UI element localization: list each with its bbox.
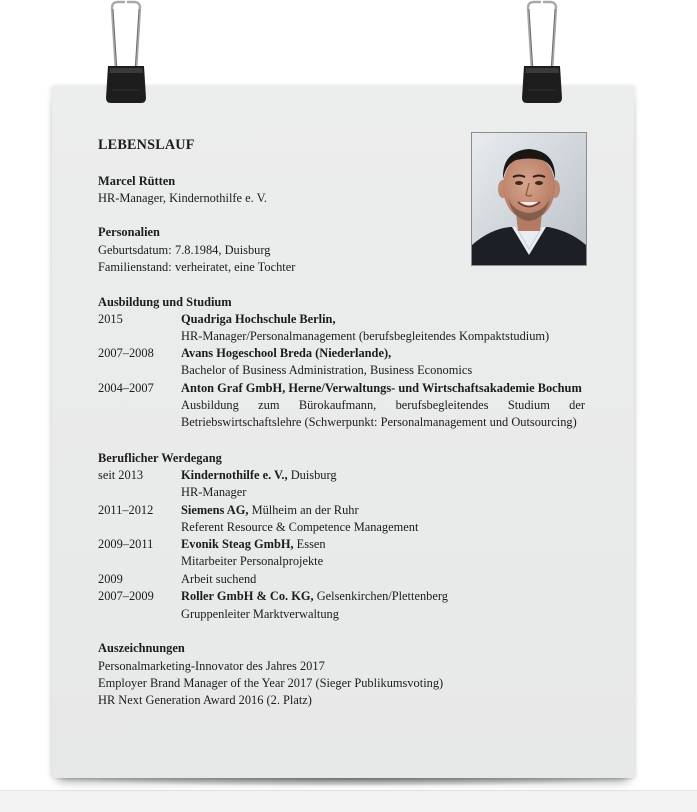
education-details: Ausbildung zum Bürokaufmann, berufsbegleitendes Studium der Betriebswirtschaftslehre (Schwerpunkt: Personalmanagement und Outsourcing) bbox=[181, 398, 585, 430]
personalien-label: Geburtsdatum: bbox=[98, 243, 172, 257]
personalien-row bbox=[98, 242, 593, 259]
career-location: Arbeit suchend bbox=[181, 572, 257, 586]
award-item: Personalmarketing-Innovator des Jahres 2017 bbox=[98, 659, 325, 673]
personalien-value: 7.8.1984, Duisburg bbox=[175, 243, 271, 257]
education-institution: Avans Hogeschool Breda (Niederlande), bbox=[181, 346, 392, 360]
education-institution: Quadriga Hochschule Berlin, bbox=[181, 312, 336, 326]
career-entry bbox=[98, 588, 593, 605]
career-company: Roller GmbH & Co. KG, bbox=[181, 589, 314, 603]
career-role: Mitarbeiter Personalprojekte bbox=[181, 554, 324, 568]
career-company: Siemens AG, bbox=[181, 503, 249, 517]
career-role: HR-Manager bbox=[181, 485, 247, 499]
personalien-label: Familienstand: bbox=[98, 260, 172, 274]
person-position: HR-Manager, Kindernothilfe e. V. bbox=[98, 191, 268, 205]
career-location: Duisburg bbox=[287, 468, 337, 482]
career-entry bbox=[98, 536, 593, 553]
section-heading-werdegang: Beruflicher Werdegang bbox=[98, 451, 222, 465]
career-role-row bbox=[98, 553, 593, 570]
career-role-row bbox=[98, 484, 593, 501]
career-period: 2011–2012 bbox=[98, 503, 154, 517]
education-details: Bachelor of Business Administration, Business Economics bbox=[181, 363, 473, 377]
career-period: 2009–2011 bbox=[98, 537, 154, 551]
career-location: Mülheim an der Ruhr bbox=[248, 503, 359, 517]
career-role: Gruppenleiter Marktverwaltung bbox=[181, 607, 339, 621]
career-role-row bbox=[98, 606, 593, 623]
education-entry bbox=[98, 311, 593, 328]
education-entry bbox=[98, 380, 593, 397]
education-details: HR-Manager/Personalmanagement (berufsbegleitendes Kompaktstudium) bbox=[181, 329, 550, 343]
career-period: 2007–2009 bbox=[98, 589, 154, 603]
person-name: Marcel Rütten bbox=[98, 174, 176, 188]
career-entry bbox=[98, 467, 593, 484]
career-period: seit 2013 bbox=[98, 468, 144, 482]
binder-clip-right-icon bbox=[518, 0, 566, 104]
career-company: Kindernothilfe e. V., bbox=[181, 468, 288, 482]
career-role-row bbox=[98, 519, 593, 536]
award-item: Employer Brand Manager of the Year 2017 (Sieger Publikumsvoting) bbox=[98, 676, 444, 690]
career-location: Gelsenkirchen/Plettenberg bbox=[313, 589, 448, 603]
floor bbox=[0, 790, 697, 812]
career-entry bbox=[98, 502, 593, 519]
education-period: 2015 bbox=[98, 312, 123, 326]
personalien-row bbox=[98, 259, 593, 276]
cv-title: LEBENSLAUF bbox=[98, 137, 195, 153]
section-heading-auszeichnungen: Auszeichnungen bbox=[98, 641, 185, 655]
section-heading-personalien: Personalien bbox=[98, 225, 160, 239]
education-period: 2007–2008 bbox=[98, 346, 154, 360]
award-item: HR Next Generation Award 2016 (2. Platz) bbox=[98, 693, 312, 707]
career-role: Referent Resource & Competence Management bbox=[181, 520, 419, 534]
career-company: Evonik Steag GmbH, bbox=[181, 537, 294, 551]
education-entry bbox=[98, 345, 593, 362]
career-location: Essen bbox=[293, 537, 326, 551]
binder-clip-left-icon bbox=[102, 0, 150, 104]
education-institution: Anton Graf GmbH, Herne/Verwaltungs- und Wirtschaftsakademie Bochum bbox=[181, 381, 582, 395]
section-heading-ausbildung: Ausbildung und Studium bbox=[98, 295, 232, 309]
education-details-row bbox=[98, 328, 593, 345]
personalien-value: verheiratet, eine Tochter bbox=[175, 260, 296, 274]
education-details-row bbox=[98, 362, 593, 379]
career-entry bbox=[98, 571, 593, 588]
education-period: 2004–2007 bbox=[98, 381, 154, 395]
career-period: 2009 bbox=[98, 572, 123, 586]
